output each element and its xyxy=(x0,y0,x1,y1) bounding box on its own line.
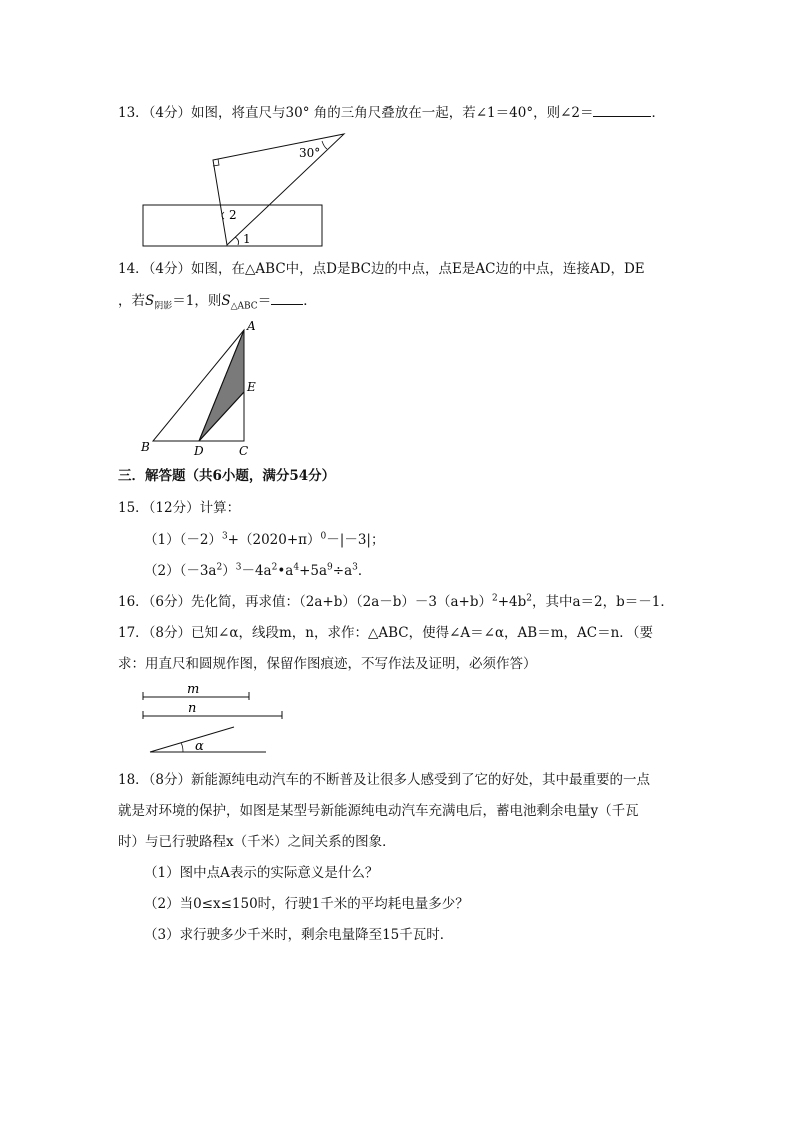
q15-p2-g: ． xyxy=(357,563,372,579)
q15-p2-sup6: 3 xyxy=(352,562,358,573)
q14-s-sub: 阴影 xyxy=(154,301,173,312)
q15-p2-sup2: 3 xyxy=(235,562,242,573)
angle-alpha-arc xyxy=(181,743,183,752)
q16-b: +4b xyxy=(497,594,527,610)
q14-text-b: ＝1，则 xyxy=(172,293,222,309)
section-3-heading: 三．解答题（共6小题，满分54分） xyxy=(118,468,336,484)
q18-part3: （3）求行驶多少千米时，剩余电量降至15千瓦时． xyxy=(144,927,454,943)
q15-title: 15．（12分）计算： xyxy=(118,500,241,516)
label-alpha: α xyxy=(195,739,204,754)
q15-p1-sup1: 3 xyxy=(221,531,228,542)
q14-s2-sub: △ABC xyxy=(230,301,258,312)
q15-p2-c: －4a xyxy=(241,563,272,579)
label-2: 2 xyxy=(229,208,237,222)
q13-text-before: 13．（4分）如图，将直尺与30° 角的三角尺叠放在一起，若∠1＝40°，则∠2＝ xyxy=(118,105,594,121)
q15-p1-a: （1）（－2） xyxy=(144,532,222,548)
label-e: E xyxy=(247,380,256,394)
q16-c: ，其中a＝2，b＝－1． xyxy=(532,594,674,610)
q15-p2-sup1: 2 xyxy=(216,562,223,573)
q13-text-after: ． xyxy=(651,105,665,121)
label-b: B xyxy=(141,440,150,454)
q14-line1: 14．（4分）如图，在△ABC中，点D是BC边的中点，点E是AC边的中点，连接AD，DE xyxy=(118,261,645,277)
q18-line2: 就是对环境的保护，如图是某型号新能源纯电动汽车充满电后，蓄电池剩余电量y（千瓦 xyxy=(118,803,639,819)
label-n: n xyxy=(188,701,197,716)
q18-line1: 18．（8分）新能源纯电动汽车的不断普及让很多人感受到了它的好处，其中最重要的一点 xyxy=(118,772,651,788)
q15-p2-b: ） xyxy=(222,563,236,579)
q18-part2: （2）当0≤x≤150时，行驶1千米的平均耗电量多少？ xyxy=(144,896,469,912)
label-m: m xyxy=(187,682,200,697)
q15-p1-c: －|－3|； xyxy=(326,532,385,548)
q15-p2-f: ÷a xyxy=(332,563,353,579)
q17-line2: 求：用直尺和圆规作图，保留作图痕迹，不写作法及证明，必须作答） xyxy=(118,656,537,672)
q18-part1: （1）图中点A表示的实际意义是什么？ xyxy=(144,865,379,881)
q15-p2-a: （2）（－3a xyxy=(144,563,217,579)
q15-p1-b: +（2020+π） xyxy=(227,532,321,548)
q15-p2-d: •a xyxy=(277,563,294,579)
angle-alpha-side xyxy=(150,727,234,752)
label-c: C xyxy=(239,444,249,458)
q16-sup2: 2 xyxy=(526,593,532,604)
q17-line1: 17．（8分）已知∠α，线段m，n，求作：△ABC，使得∠A＝∠α，AB＝m，AC＝n．（要 xyxy=(118,625,654,641)
q15-p2-e: +5a xyxy=(299,563,328,579)
q15-p2-sup5: 9 xyxy=(327,562,333,573)
q15-p2-sup4: 4 xyxy=(293,562,300,573)
label-30: 30° xyxy=(299,146,321,160)
label-1: 1 xyxy=(243,232,251,246)
q14-text-a: ，若 xyxy=(118,293,145,309)
q16-a: 16．（6分）先化简，再求值：（2a+b）（2a－b）－3（a+b） xyxy=(118,594,492,610)
q14-s: S xyxy=(145,293,155,309)
label-d: D xyxy=(194,444,204,458)
label-a: A xyxy=(247,319,256,333)
q14-text-end: ． xyxy=(303,293,317,309)
q14-text-c: ＝ xyxy=(257,293,272,309)
q18-line3: 时）与已行驶路程x（千米）之间关系的图象． xyxy=(118,834,396,850)
q15-p1-sup2: 0 xyxy=(320,531,327,542)
q14-s2: S xyxy=(221,293,231,309)
q16-sup1: 2 xyxy=(491,593,498,604)
q15-p2-sup3: 2 xyxy=(271,562,278,573)
